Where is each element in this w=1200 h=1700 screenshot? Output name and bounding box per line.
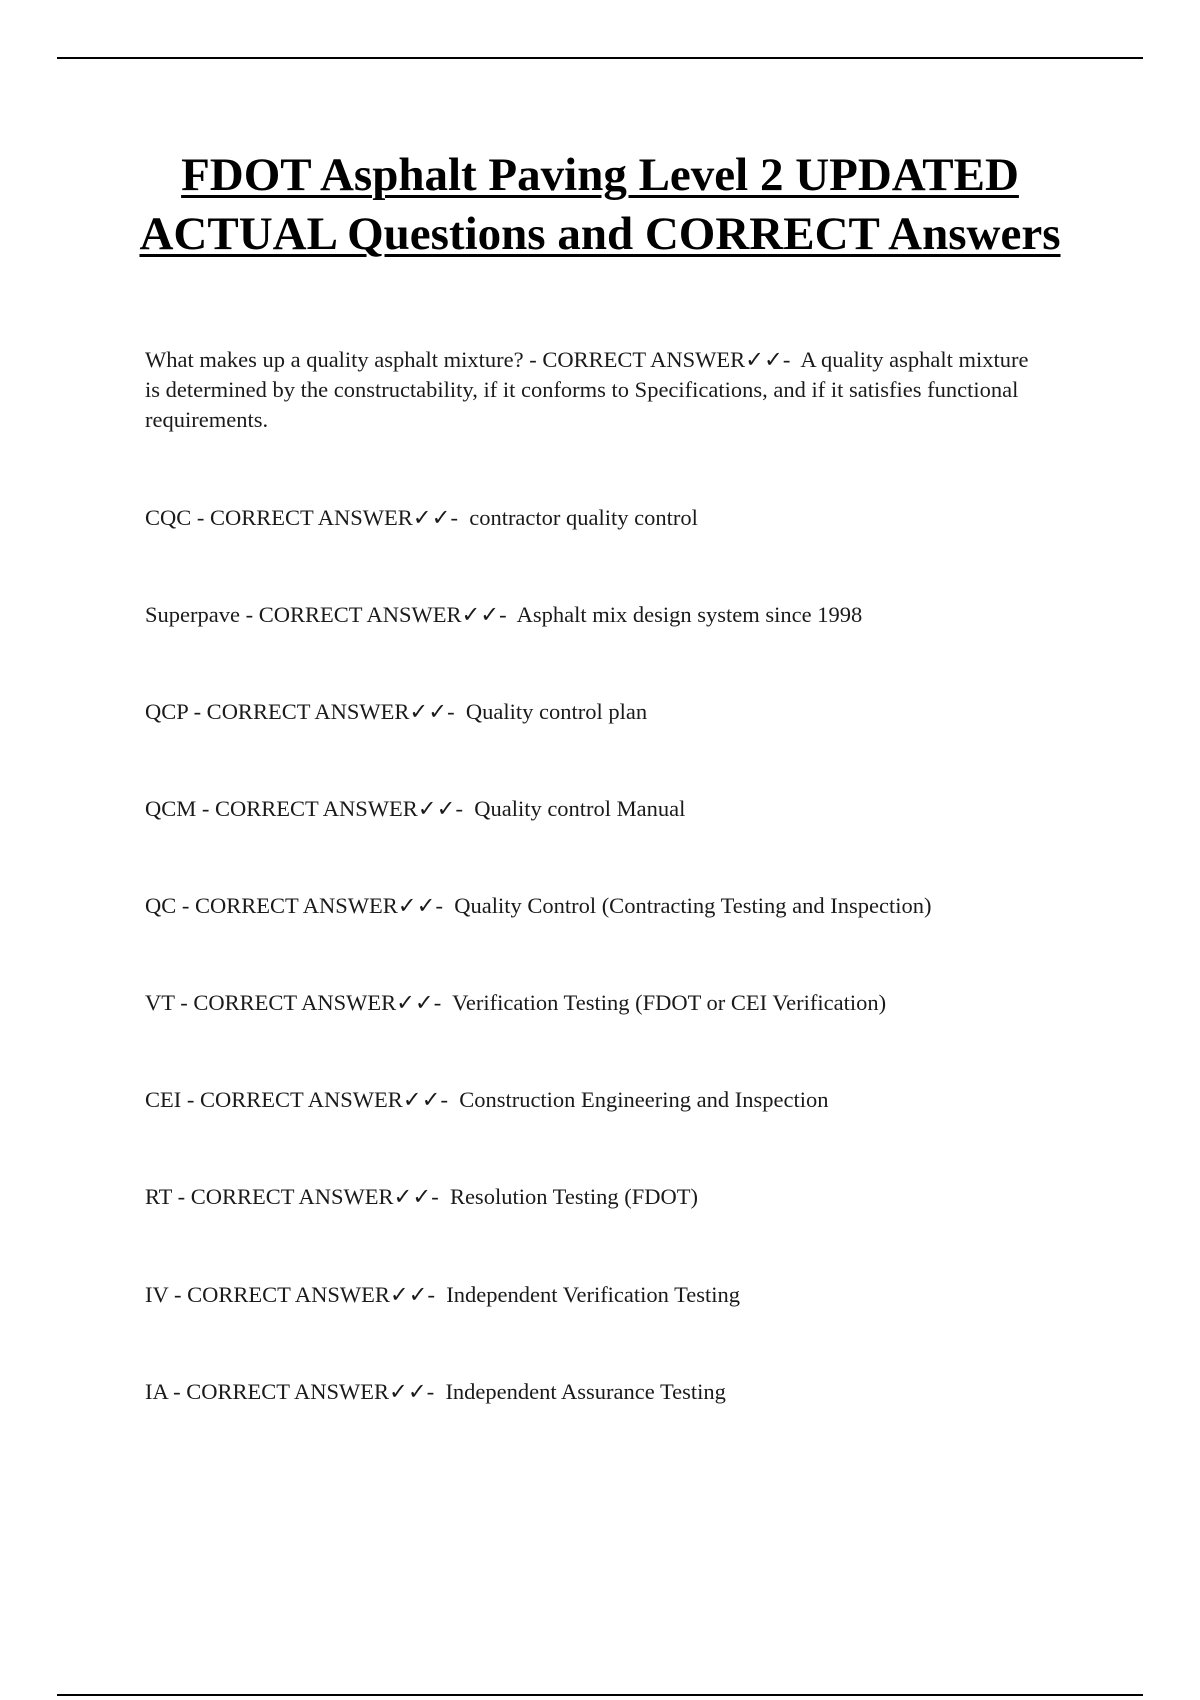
qa-term: QCM (145, 796, 197, 821)
header-rule (57, 57, 1143, 59)
qa-term: CEI (145, 1087, 182, 1112)
qa-answer: Verification Testing (FDOT or CEI Verification) (452, 990, 887, 1015)
qa-answer: Quality control Manual (474, 796, 686, 821)
qa-answer: Quality Control (Contracting Testing and Inspection) (454, 893, 932, 918)
qa-entry (145, 1085, 1045, 1115)
qa-term: VT (145, 990, 175, 1015)
answer-marker: - CORRECT ANSWER✓✓- (167, 1379, 446, 1404)
qa-term: Superpave (145, 602, 240, 627)
qa-entry (145, 988, 1045, 1018)
qa-answer: Resolution Testing (FDOT) (449, 1184, 698, 1209)
answer-marker: - CORRECT ANSWER✓✓- (196, 796, 475, 821)
answer-marker: - CORRECT ANSWER✓✓- (523, 347, 801, 372)
qa-entry (145, 891, 1045, 921)
qa-answer: Independent Assurance Testing (445, 1379, 726, 1404)
qa-term: CQC (145, 505, 192, 530)
qa-entry (145, 697, 1045, 727)
qa-entry (145, 1182, 1045, 1212)
answer-marker: - CORRECT ANSWER✓✓- (176, 893, 455, 918)
qa-entry (145, 1280, 1045, 1310)
qa-entry (145, 600, 1045, 630)
qa-term: What makes up a quality asphalt mixture? (145, 347, 524, 372)
answer-marker: - CORRECT ANSWER✓✓- (174, 990, 453, 1015)
qa-answer: A quality asphalt mixture is determined by the constructability, if it conforms to Specifications, and if it satisfies functional requirements. (145, 347, 1029, 432)
qa-answer: Construction Engineering and Inspection (459, 1087, 829, 1112)
qa-term: IA (145, 1379, 168, 1404)
qa-answer: contractor quality control (469, 505, 698, 530)
answer-marker: - CORRECT ANSWER✓✓- (172, 1184, 450, 1209)
answer-marker: - CORRECT ANSWER✓✓- (191, 505, 470, 530)
qa-term: QCP (145, 699, 188, 724)
qa-answer: Independent Verification Testing (446, 1282, 741, 1307)
answer-marker: - CORRECT ANSWER✓✓- (239, 602, 517, 627)
document-title: FDOT Asphalt Paving Level 2 UPDATED ACTUAL Questions and CORRECT Answers (139, 149, 1061, 260)
qa-entry (145, 794, 1045, 824)
qa-entry (145, 345, 1045, 435)
qa-answer: Quality control plan (465, 699, 648, 724)
qa-entry (145, 1377, 1045, 1407)
footer-rule (57, 1694, 1143, 1696)
answer-marker: - CORRECT ANSWER✓✓- (187, 699, 466, 724)
answer-marker: - CORRECT ANSWER✓✓- (181, 1087, 460, 1112)
qa-term: IV (145, 1282, 169, 1307)
qa-entry (145, 503, 1045, 533)
qa-term: QC (145, 893, 177, 918)
qa-answer: Asphalt mix design system since 1998 (516, 602, 863, 627)
qa-term: RT (145, 1184, 172, 1209)
answer-marker: - CORRECT ANSWER✓✓- (168, 1282, 447, 1307)
